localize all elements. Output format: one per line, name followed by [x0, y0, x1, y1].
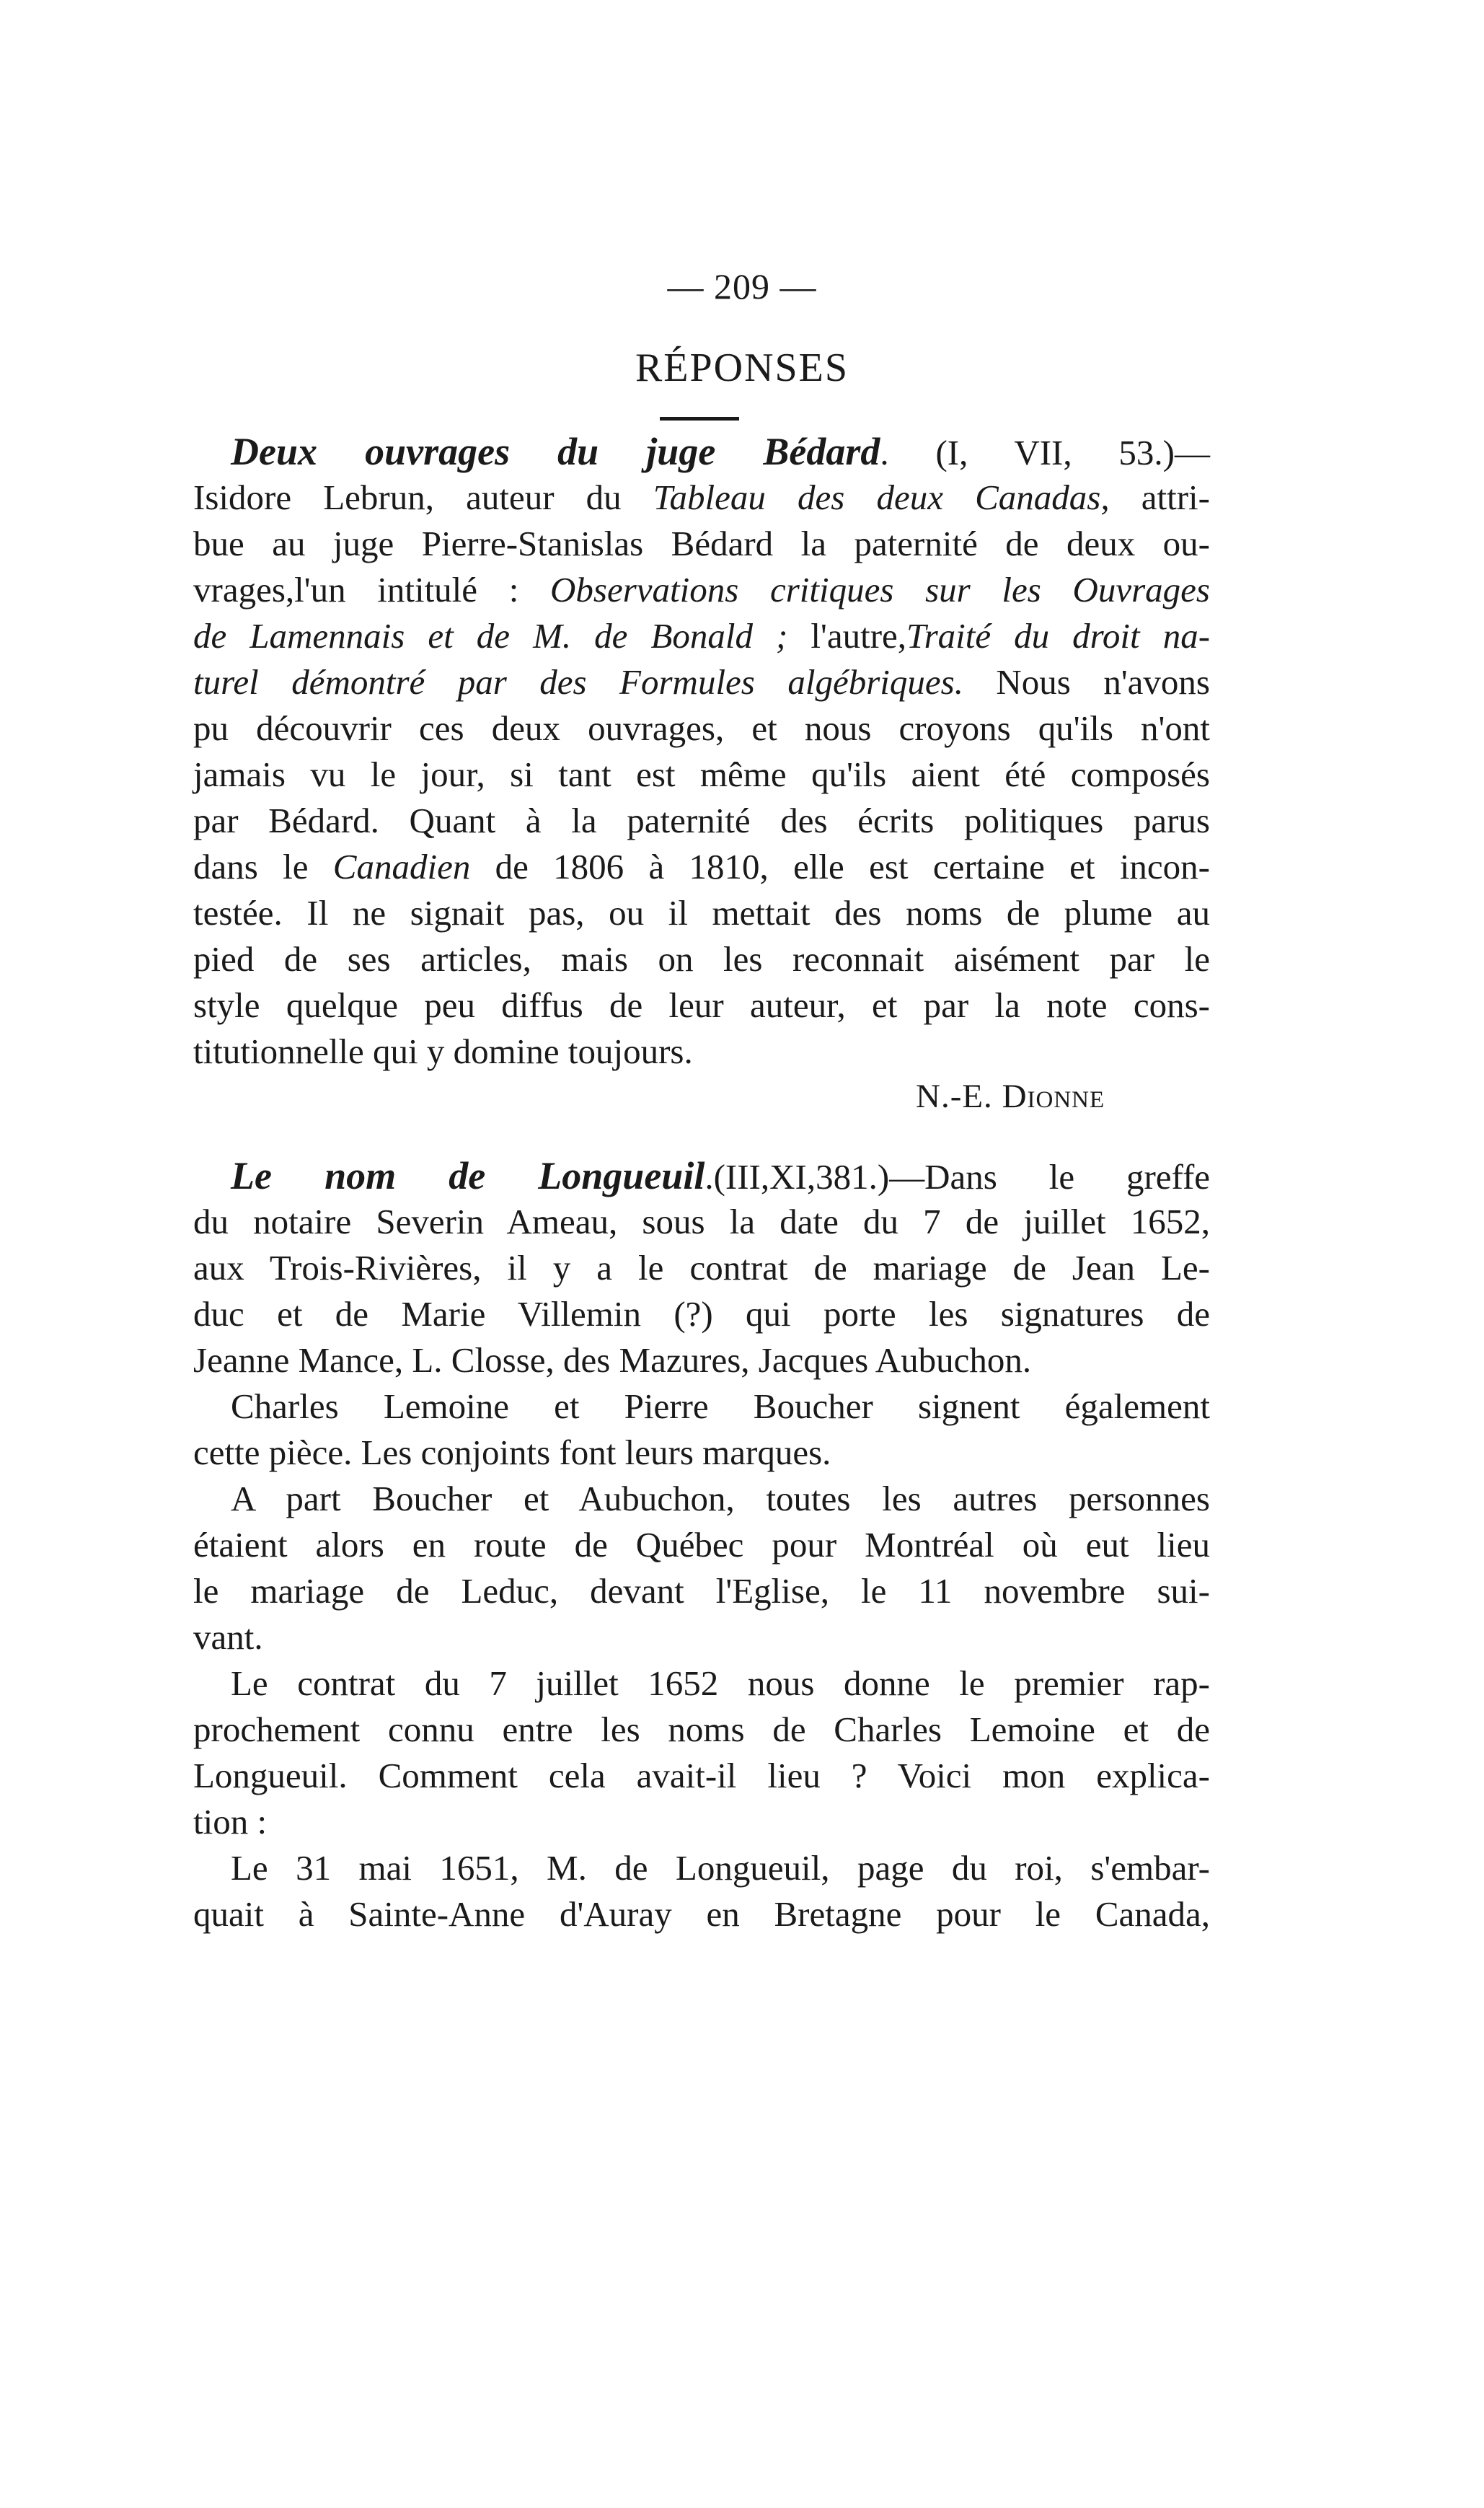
- article-1-line-7: pu découvrir ces deux ouvrages, et nous croyons qu'ils n'ont: [193, 708, 1210, 748]
- article-2-line-3: aux Trois-Rivières, il y a le contrat de mariage de Jean Le-: [193, 1248, 1210, 1288]
- article-2-paragraph-2-line-1: Charles Lemoine et Pierre Boucher signent également: [231, 1386, 1210, 1426]
- book-title: turel démontré par des Formules algébriques.: [193, 662, 963, 702]
- article-1-heading: Deux ouvrages du juge Bédard: [231, 430, 880, 473]
- article-2-paragraph-4-line-1: Le contrat du 7 juillet 1652 nous donne le premier rap-: [231, 1663, 1210, 1703]
- article-2-paragraph-3-line-2: étaient alors en route de Québec pour Montréal où eut lieu: [193, 1525, 1210, 1565]
- book-title: Traité du droit na-: [906, 616, 1211, 656]
- title-rule: [660, 417, 739, 421]
- article-2-paragraph-4-line-3: Longueuil. Comment cela avait-il lieu ? Voici mon explica-: [193, 1756, 1210, 1795]
- article-1-signature: N.-E. Dionne: [916, 1078, 1105, 1115]
- book-title: Tableau des deux Canadas,: [653, 478, 1110, 517]
- article-1-line-9: par Bédard. Quant à la paternité des écrits politiques parus: [193, 801, 1210, 840]
- article-2-paragraph-4-line-4: tion :: [193, 1802, 268, 1842]
- article-2-paragraph-5-line-2: quait à Sainte-Anne d'Auray en Bretagne pour le Canada,: [193, 1894, 1210, 1934]
- article-1-line-14: titutionnelle qui y domine toujours.: [193, 1031, 693, 1071]
- article-1-line-8: jamais vu le jour, si tant est même qu'ils aient été composés: [193, 754, 1210, 794]
- newspaper-title: Canadien: [332, 847, 471, 886]
- article-1-line-4: vrages,l'un intitulé : Observations critiques sur les Ouvrages: [193, 570, 1210, 610]
- book-title: Observations critiques sur les Ouvrages: [549, 570, 1210, 610]
- article-1-line-3: bue au juge Pierre-Stanislas Bédard la paternité de deux ou-: [193, 524, 1210, 563]
- article-2-line-1: [231, 1154, 1210, 1199]
- book-title: de Lamennais et de M. de Bonald ;: [193, 616, 788, 656]
- article-1-line-2: Isidore Lebrun, auteur du Tableau des deux Canadas, attri-: [193, 478, 1210, 517]
- article-1-line-11: testée. Il ne signait pas, ou il mettait des noms de plume au: [193, 893, 1210, 933]
- page-number: — 209 —: [667, 266, 817, 307]
- article-1-line-12: pied de ses articles, mais on les reconnait aisément par le: [193, 939, 1210, 979]
- article-2-paragraph-5-line-1: Le 31 mai 1651, M. de Longueuil, page du roi, s'embar-: [231, 1848, 1210, 1888]
- article-1-line-10: dans le Canadien de 1806 à 1810, elle est certaine et incon-: [193, 847, 1210, 886]
- article-1-line-1: [231, 430, 1210, 475]
- section-title: RÉPONSES: [635, 346, 849, 390]
- article-2-reference: .(III,XI,381.)—Dans le greffe: [705, 1157, 1211, 1197]
- article-2-paragraph-3-line-1: A part Boucher et Aubuchon, toutes les autres personnes: [231, 1479, 1210, 1518]
- article-2-line-4: duc et de Marie Villemin (?) qui porte les signatures de: [193, 1294, 1210, 1334]
- article-1-line-6: turel démontré par des Formules algébriques. Nous n'avons: [193, 662, 1210, 702]
- article-2-line-2: du notaire Severin Ameau, sous la date du 7 de juillet 1652,: [193, 1202, 1210, 1241]
- article-1-line-5: de Lamennais et de M. de Bonald ; l'autre,Traité du droit na-: [193, 616, 1211, 656]
- article-2-paragraph-4-line-2: prochement connu entre les noms de Charles Lemoine et de: [193, 1710, 1210, 1749]
- article-2-paragraph-3-line-4: vant.: [193, 1617, 263, 1657]
- article-2-paragraph-3-line-3: le mariage de Leduc, devant l'Eglise, le 11 novembre sui-: [193, 1571, 1210, 1611]
- article-1-line-13: style quelque peu diffus de leur auteur, et par la note cons-: [193, 985, 1210, 1025]
- article-2-paragraph-2-line-2: cette pièce. Les conjoints font leurs marques.: [193, 1433, 831, 1472]
- article-2-heading: Le nom de Longueuil: [231, 1154, 705, 1197]
- article-1-reference: . (I, VII, 53.)—: [880, 433, 1210, 472]
- article-2-line-5: Jeanne Mance, L. Closse, des Mazures, Jacques Aubuchon.: [193, 1340, 1032, 1380]
